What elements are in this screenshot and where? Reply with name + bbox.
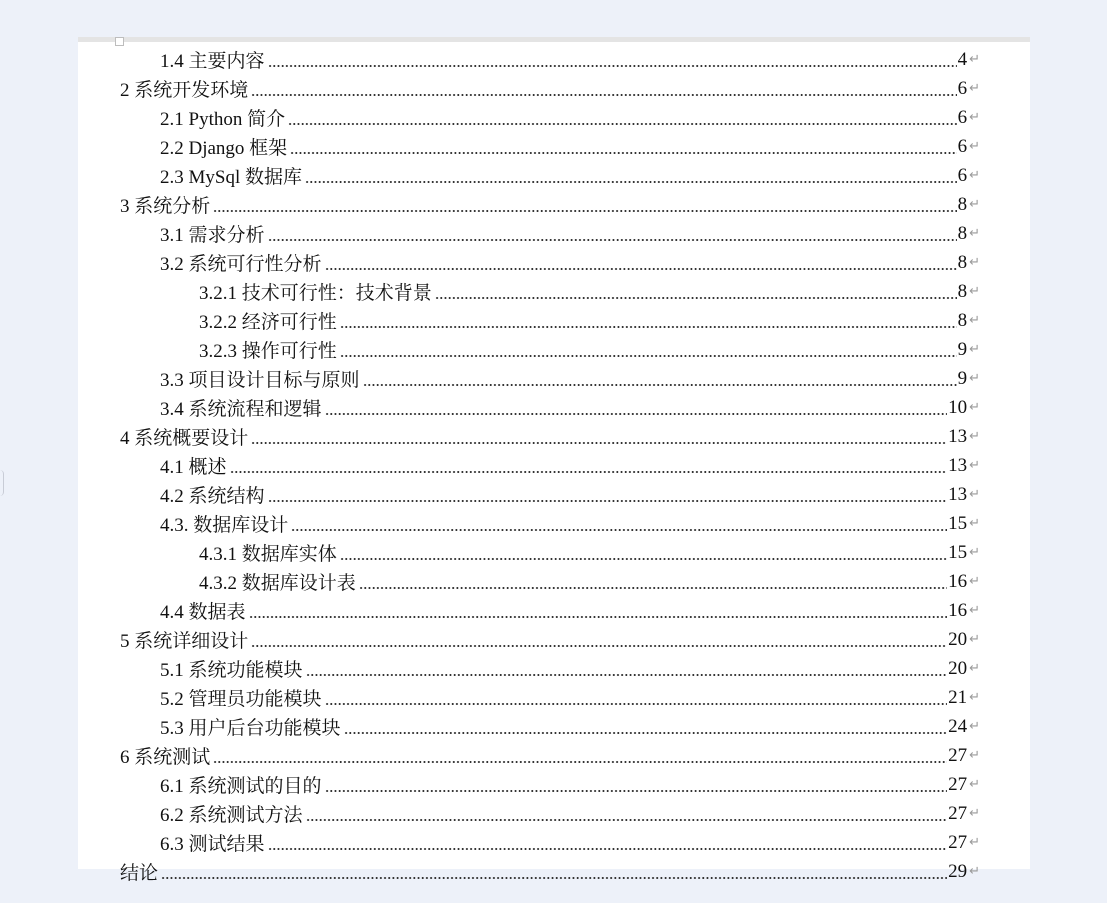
toc-entry-title: 5.3 用户后台功能模块 (160, 718, 341, 739)
toc-dot-leader (213, 761, 947, 763)
toc-entry[interactable] (160, 393, 980, 422)
paragraph-mark-icon: ↵ (969, 661, 980, 676)
paragraph-mark-icon: ↵ (969, 342, 980, 357)
paragraph-mark-icon: ↵ (969, 487, 980, 502)
text-boundary-corner-mark (115, 37, 124, 46)
toc-entry-title: 4.3. 数据库设计 (160, 515, 289, 536)
paragraph-mark-icon: ↵ (969, 110, 980, 125)
toc-dot-leader (306, 674, 948, 676)
toc-page-number: 6 (957, 135, 968, 157)
toc-dot-leader (340, 558, 947, 560)
paragraph-mark-icon: ↵ (969, 777, 980, 792)
toc-dot-leader (325, 790, 948, 792)
toc-dot-leader (325, 703, 948, 705)
toc-entry-title: 3.2.3 操作可行性 (199, 341, 337, 362)
toc-page-number: 16 (948, 570, 968, 592)
toc-entry-title: 结论 (120, 863, 159, 884)
toc-entry[interactable] (160, 219, 980, 248)
toc-entry-title: 3.2.1 技术可行性：技术背景 (199, 283, 432, 304)
toc-dot-leader (213, 210, 956, 212)
toc-entry-title: 4.3.1 数据库实体 (199, 544, 337, 565)
toc-entry[interactable] (160, 596, 980, 625)
paragraph-mark-icon: ↵ (969, 458, 980, 473)
toc-dot-leader (161, 877, 947, 879)
toc-page-number: 24 (948, 715, 968, 737)
toc-page-number: 8 (957, 309, 968, 331)
toc-entry[interactable] (160, 132, 980, 161)
toc-page-number: 16 (948, 599, 968, 621)
paragraph-mark-icon: ↵ (969, 255, 980, 270)
toc-entry[interactable] (160, 480, 980, 509)
toc-dot-leader (435, 297, 957, 299)
toc-dot-leader (268, 848, 948, 850)
paragraph-mark-icon: ↵ (969, 139, 980, 154)
toc-entry-title: 6 系统测试 (120, 747, 211, 768)
toc-dot-leader (230, 471, 948, 473)
document-page (78, 37, 1030, 884)
toc-entry-title: 5.1 系统功能模块 (160, 660, 303, 681)
toc-dot-leader (340, 326, 957, 328)
toc-entry-title: 5 系统详细设计 (120, 631, 249, 652)
toc-entry-title: 3.1 需求分析 (160, 225, 265, 246)
toc-dot-leader (290, 152, 956, 154)
paragraph-mark-icon: ↵ (969, 690, 980, 705)
paragraph-mark-icon: ↵ (969, 719, 980, 734)
toc-dot-leader (251, 442, 947, 444)
toc-dot-leader (306, 819, 948, 821)
toc-entry-title: 6.1 系统测试的目的 (160, 776, 322, 797)
toc-dot-leader (268, 500, 948, 502)
toc-entry[interactable] (120, 190, 980, 219)
paragraph-mark-icon: ↵ (969, 429, 980, 444)
toc-entry-title: 5.2 管理员功能模块 (160, 689, 322, 710)
toc-entry-title: 4.1 概述 (160, 457, 227, 478)
paragraph-mark-icon: ↵ (969, 168, 980, 183)
toc-page-number: 27 (948, 744, 968, 766)
toc-page-number: 13 (948, 483, 968, 505)
toc-page-number: 27 (948, 831, 968, 853)
toc-entry[interactable] (120, 857, 980, 886)
toc-entry[interactable] (120, 625, 980, 654)
paragraph-mark-icon: ↵ (969, 864, 980, 879)
toc-entry-title: 3.2.2 经济可行性 (199, 312, 337, 333)
paragraph-mark-icon: ↵ (969, 545, 980, 560)
toc-entry-title: 2.1 Python 简介 (160, 109, 286, 130)
toc-page-number: 8 (957, 193, 968, 215)
toc-page-number: 6 (957, 77, 968, 99)
toc-entry[interactable] (160, 45, 980, 74)
toc-page-number: 20 (948, 628, 968, 650)
toc-page-number: 21 (948, 686, 968, 708)
toc-entry-title: 2.2 Django 框架 (160, 138, 288, 159)
toc-page-number: 8 (957, 222, 968, 244)
toc-entry[interactable] (160, 828, 980, 857)
toc-entry[interactable] (120, 741, 980, 770)
toc-entry[interactable] (160, 509, 980, 538)
toc-page-number: 8 (957, 280, 968, 302)
toc-entry[interactable] (120, 422, 980, 451)
toc-page-number: 15 (948, 512, 968, 534)
paragraph-mark-icon: ↵ (969, 400, 980, 415)
paragraph-mark-icon: ↵ (969, 81, 980, 96)
toc-entry[interactable] (160, 770, 980, 799)
toc-entry-title: 4.2 系统结构 (160, 486, 265, 507)
toc-page-number: 20 (948, 657, 968, 679)
toc-dot-leader (268, 239, 957, 241)
toc-entry[interactable] (199, 538, 980, 567)
toc-entry[interactable] (160, 103, 980, 132)
toc-entry[interactable] (199, 306, 980, 335)
paragraph-mark-icon: ↵ (969, 197, 980, 212)
toc-dot-leader (340, 355, 957, 357)
paragraph-mark-icon: ↵ (969, 284, 980, 299)
toc-entry[interactable] (160, 799, 980, 828)
toc-page-number: 27 (948, 773, 968, 795)
toc-page-number: 6 (957, 164, 968, 186)
toc-page-number: 6 (957, 106, 968, 128)
toc-dot-leader (291, 529, 947, 531)
paragraph-mark-icon: ↵ (969, 806, 980, 821)
toc-entry-title: 3 系统分析 (120, 196, 211, 217)
page-top-edge (78, 37, 1030, 42)
toc-entry[interactable] (160, 451, 980, 480)
toc-page-number: 13 (948, 425, 968, 447)
toc-entry[interactable] (160, 364, 980, 393)
toc-page-number: 10 (948, 396, 968, 418)
toc-entry-title: 6.2 系统测试方法 (160, 805, 303, 826)
toc-dot-leader (249, 616, 948, 618)
toc-dot-leader (251, 94, 956, 96)
toc-entry-title: 6.3 测试结果 (160, 834, 265, 855)
toc-entry[interactable] (160, 161, 980, 190)
toc-entry[interactable] (199, 567, 980, 596)
toc-dot-leader (363, 384, 957, 386)
paragraph-mark-icon: ↵ (969, 516, 980, 531)
toc-entry[interactable] (199, 277, 980, 306)
paragraph-mark-icon: ↵ (969, 603, 980, 618)
toc-entry-title: 2.3 MySql 数据库 (160, 167, 302, 188)
toc-entry[interactable] (120, 74, 980, 103)
toc-page-number: 27 (948, 802, 968, 824)
paragraph-mark-icon: ↵ (969, 574, 980, 589)
toc-entry[interactable] (160, 248, 980, 277)
toc-entry[interactable] (160, 654, 980, 683)
toc-page-number: 9 (957, 367, 968, 389)
toc-page-number: 9 (957, 338, 968, 360)
toc-entry-title: 1.4 主要内容 (160, 51, 265, 72)
paragraph-mark-icon: ↵ (969, 748, 980, 763)
toc-entry[interactable] (160, 683, 980, 712)
paragraph-mark-icon: ↵ (969, 371, 980, 386)
toc-dot-leader (288, 123, 956, 125)
side-scroll-indicator (0, 470, 4, 496)
toc-entry[interactable] (199, 335, 980, 364)
paragraph-mark-icon: ↵ (969, 632, 980, 647)
toc-dot-leader (268, 65, 957, 67)
paragraph-mark-icon: ↵ (969, 226, 980, 241)
paragraph-mark-icon: ↵ (969, 835, 980, 850)
toc-page-number: 4 (957, 48, 968, 70)
toc-entry-title: 4.3.2 数据库设计表 (199, 573, 356, 594)
toc-entry-title: 4.4 数据表 (160, 602, 246, 623)
toc-page-number: 15 (948, 541, 968, 563)
toc-dot-leader (305, 181, 957, 183)
toc-page-number: 13 (948, 454, 968, 476)
toc-entry-title: 3.3 项目设计目标与原则 (160, 370, 360, 391)
toc-entry-title: 2 系统开发环境 (120, 80, 249, 101)
toc-dot-leader (344, 732, 948, 734)
toc-entry-title: 3.2 系统可行性分析 (160, 254, 322, 275)
paragraph-mark-icon: ↵ (969, 313, 980, 328)
toc-entry-title: 3.4 系统流程和逻辑 (160, 399, 322, 420)
toc-page-number: 29 (948, 860, 968, 882)
toc-entry[interactable] (160, 712, 980, 741)
paragraph-mark-icon: ↵ (969, 52, 980, 67)
toc-dot-leader (325, 413, 948, 415)
toc-dot-leader (359, 587, 947, 589)
toc-dot-leader (325, 268, 957, 270)
toc-dot-leader (251, 645, 947, 647)
toc-page-number: 8 (957, 251, 968, 273)
toc-entry-title: 4 系统概要设计 (120, 428, 249, 449)
